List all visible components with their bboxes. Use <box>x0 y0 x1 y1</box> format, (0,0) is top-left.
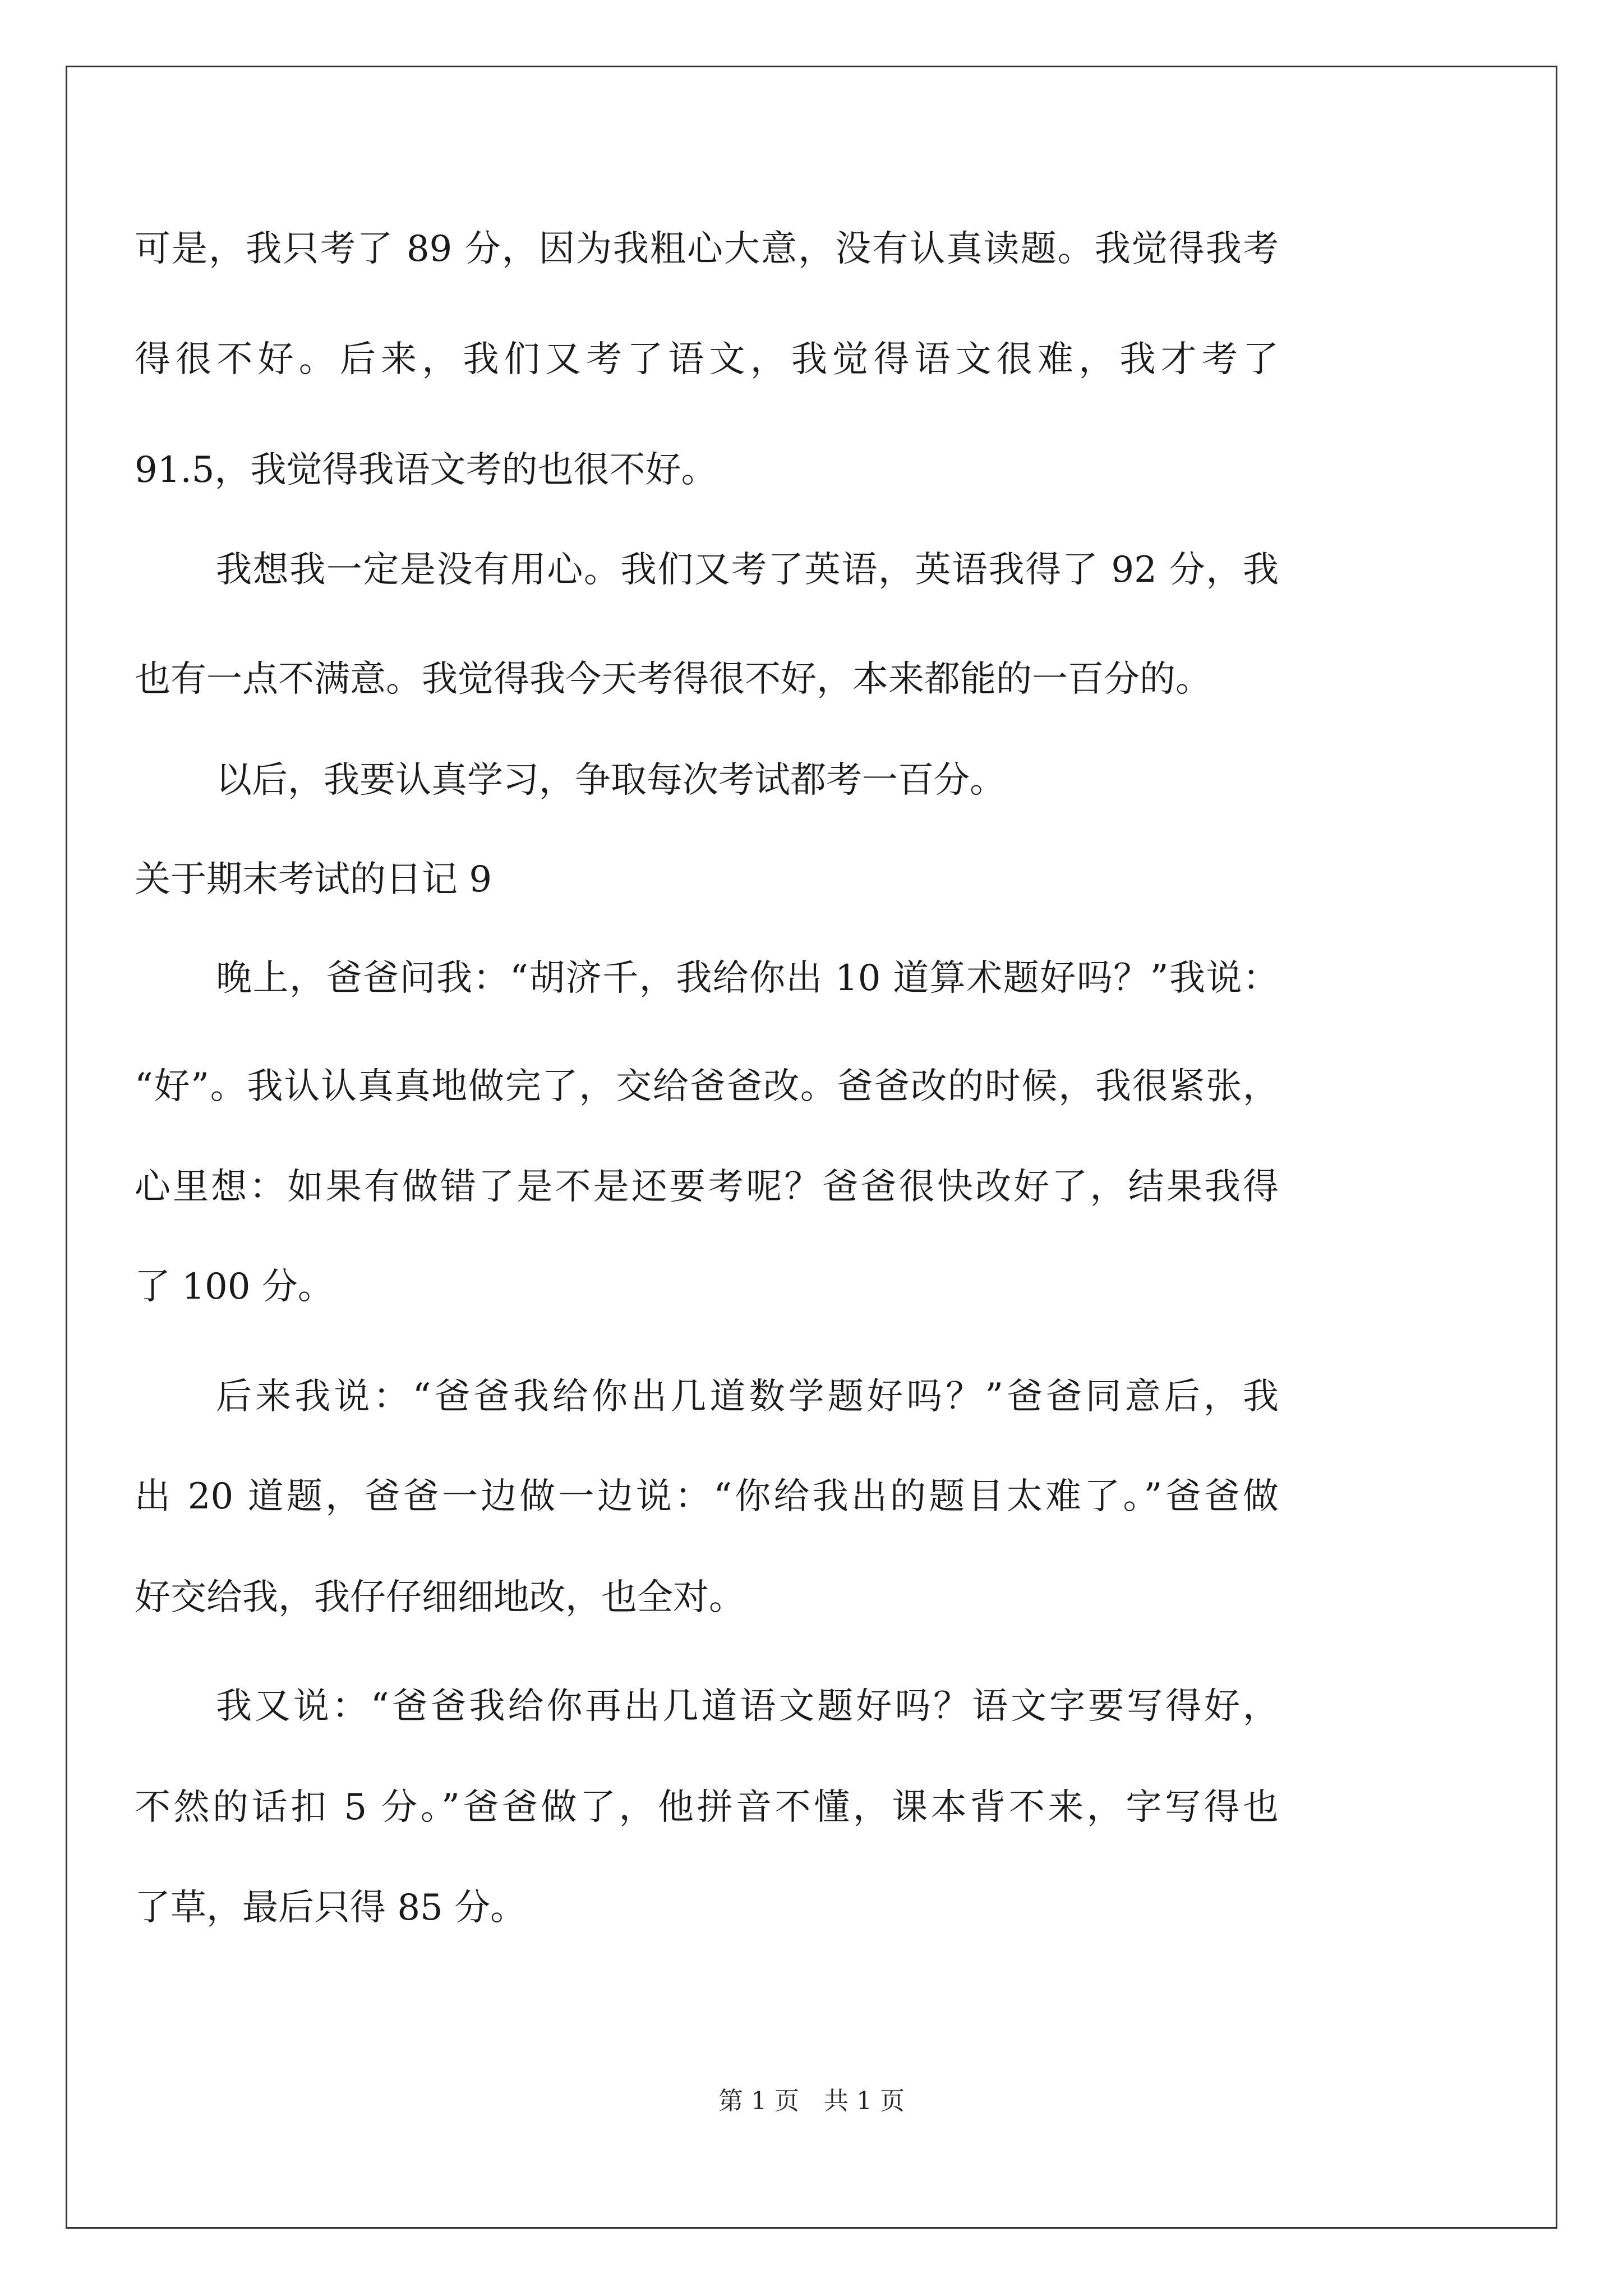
text-line: 心里想：如果有做错了是不是还要考呢？爸爸很快改好了，结果我得 <box>135 1166 1279 1208</box>
text-line: 也有一点不满意。我觉得我今天考得很不好，本来都能的一百分的。 <box>135 659 1211 700</box>
text-line: 我想我一定是没有用心。我们又考了英语，英语我得了 92 分，我 <box>216 549 1279 591</box>
text-line: 不然的话扣 5 分。”爸爸做了，他拼音不懂，课本背不来，字写得也 <box>135 1787 1279 1828</box>
text-line: 了草，最后只得 85 分。 <box>135 1887 527 1929</box>
text-line: 我又说：“爸爸我给你再出几道语文题好吗？语文字要写得好， <box>216 1686 1279 1727</box>
section-heading: 关于期末考试的日记 9 <box>135 859 492 900</box>
text-line: 后来我说：“爸爸我给你出几道数学题好吗？”爸爸同意后，我 <box>216 1376 1279 1418</box>
text-line: “好”。我认认真真地做完了，交给爸爸改。爸爸改的时候，我很紧张， <box>135 1066 1279 1107</box>
text-line: 可是，我只考了 89 分，因为我粗心大意，没有认真读题。我觉得我考 <box>135 228 1279 270</box>
text-line: 了 100 分。 <box>135 1266 334 1308</box>
page-number-footer: 第 1 页 共 1 页 <box>718 2087 905 2115</box>
text-line: 得很不好。后来，我们又考了语文，我觉得语文很难，我才考了 <box>135 339 1279 380</box>
text-line: 以后，我要认真学习，争取每次考试都考一百分。 <box>216 760 1006 801</box>
text-line: 出 20 道题，爸爸一边做一边说：“你给我出的题目太难了。”爸爸做 <box>135 1476 1279 1517</box>
text-line: 晚上，爸爸问我：“胡济千，我给你出 10 道算术题好吗？”我说： <box>216 958 1279 999</box>
text-line: 好交给我，我仔仔细细地改，也全对。 <box>135 1577 745 1618</box>
text-line: 91.5，我觉得我语文考的也很不好。 <box>135 449 717 491</box>
